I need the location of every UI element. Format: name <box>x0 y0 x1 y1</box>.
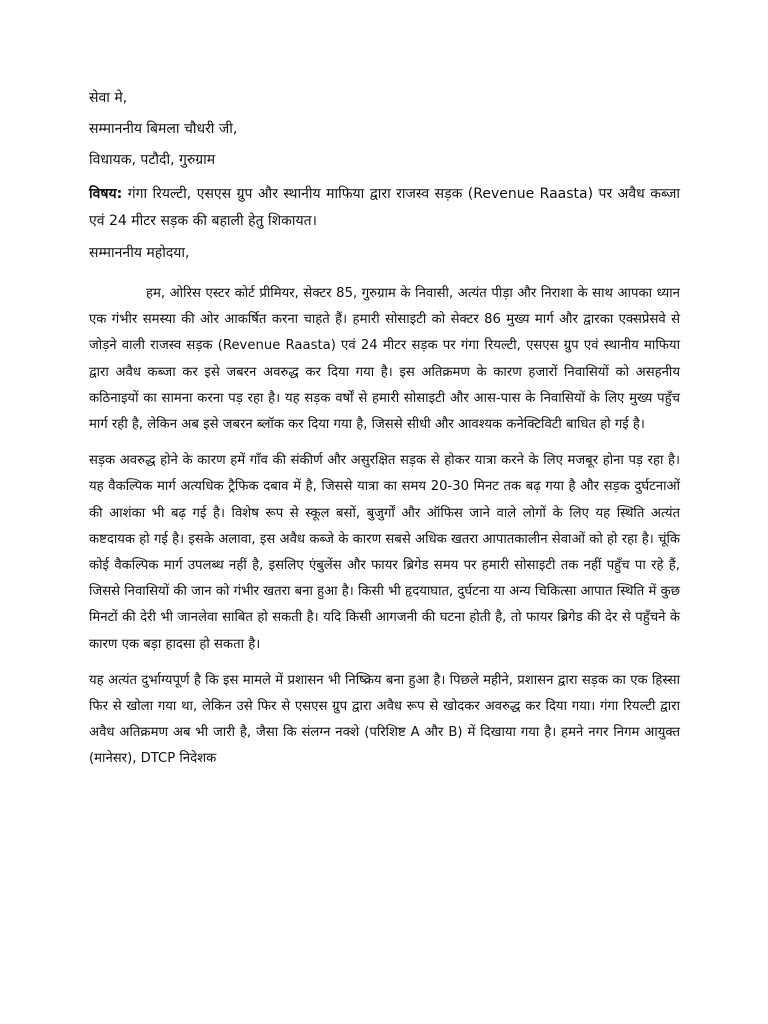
body-paragraph-2: सड़क अवरुद्ध होने के कारण हमें गाँव की संकीर्ण और असुरक्षित सड़क से होकर यात्रा करने के लिए मजबूर होना पड़ रहा है। यह वैकल्पिक मार्ग अत्यधिक ट्रैफिक दबाव में है, जिससे यात्रा का समय 20-30 मिनट तक बढ़ गया है और सड़क दुर्घटनाओं की आशंका भी बढ़ गई है। विशेष रूप से स्कूल बसों, बुजुर्गों और ऑफिस जाने वाले लोगों के लिए यह स्थिति अत्यंत कष्टदायक हो गई है। इसके अलावा, इस अवैध कब्जे के कारण सबसे अधिक खतरा आपातकालीन सेवाओं को हो रहा है। चूंकि कोई वैकल्पिक मार्ग उपलब्ध नहीं है, इसलिए एंबुलेंस और फायर ब्रिगेड समय पर हमारी सोसाइटी तक नहीं पहुँच पा रहे हैं, जिससे निवासियों की जान को गंभीर खतरा बना हुआ है। किसी भी हृदयाघात, दुर्घटना या अन्य चिकित्सा आपात स्थिति में कुछ मिनटों की देरी भी जानलेवा साबित हो सकती है। यदि किसी आगजनी की घटना होती है, तो फायर ब्रिगेड की देर से पहुँचने के कारण एक बड़ा हादसा हो सकता है। <box>89 453 680 652</box>
subject-line <box>89 181 680 235</box>
subject-text: गंगा रियल्टी, एसएस ग्रुप और स्थानीय माफिया द्वारा राजस्व सड़क (Revenue Raasta) पर अवैध कब्जा एवं 24 मीटर सड़क की बहाली हेतु शिकायत। <box>89 186 680 229</box>
salutation: सम्माननीय महोदया, <box>89 245 190 261</box>
addressee-salutation: सेवा मे, <box>89 90 128 106</box>
body-paragraph-3: यह अत्यंत दुर्भाग्यपूर्ण है कि इस मामले में प्रशासन भी निष्क्रिय बना हुआ है। पिछले महीने, प्रशासन द्वारा सड़क का एक हिस्सा फिर से खोला गया था, लेकिन उसे फिर से एसएस ग्रुप द्वारा अवैध रूप से खोदकर अवरुद्ध कर दिया गया। गंगा रियल्टी द्वारा अवैध अतिक्रमण अब भी जारी है, जैसा कि संलग्न नक्शे (परिशिष्ट A और B) में दिखाया गया है। हमने नगर निगम आयुक्त (मानेसर), DTCP निदेशक <box>89 672 680 767</box>
addressee-name: सम्माननीय बिमला चौधरी जी, <box>89 121 238 137</box>
addressee-designation: विधायक, पटौदी, गुरुग्राम <box>89 152 216 168</box>
subject-label: विषय: <box>89 186 123 202</box>
body-paragraph-1: हम, ओरिस एस्टर कोर्ट प्रीमियर, सेक्टर 85, गुरुग्राम के निवासी, अत्यंत पीड़ा और निराशा के साथ आपका ध्यान एक गंभीर समस्या की ओर आकर्षित करना चाहते हैं। हमारी सोसाइटी को सेक्टर 86 मुख्य मार्ग और द्वारका एक्सप्रेसवे से जोड़ने वाली राजस्व सड़क (Revenue Raasta) एवं 24 मीटर सड़क पर गंगा रियल्टी, एसएस ग्रुप एवं स्थानीय माफिया द्वारा अवैध कब्जा कर इसे जबरन अवरुद्ध कर दिया गया है। इस अतिक्रमण के कारण हजारों निवासियों को असहनीय कठिनाइयों का सामना करना पड़ रहा है। यह सड़क वर्षों से हमारी सोसाइटी और आस-पास के निवासियों के लिए मुख्य पहुँच मार्ग रही है, लेकिन अब इसे जबरन ब्लॉक कर दिया गया है, जिससे सीधी और आवश्यक कनेक्टिविटी बाधित हो गई है। <box>89 286 680 433</box>
